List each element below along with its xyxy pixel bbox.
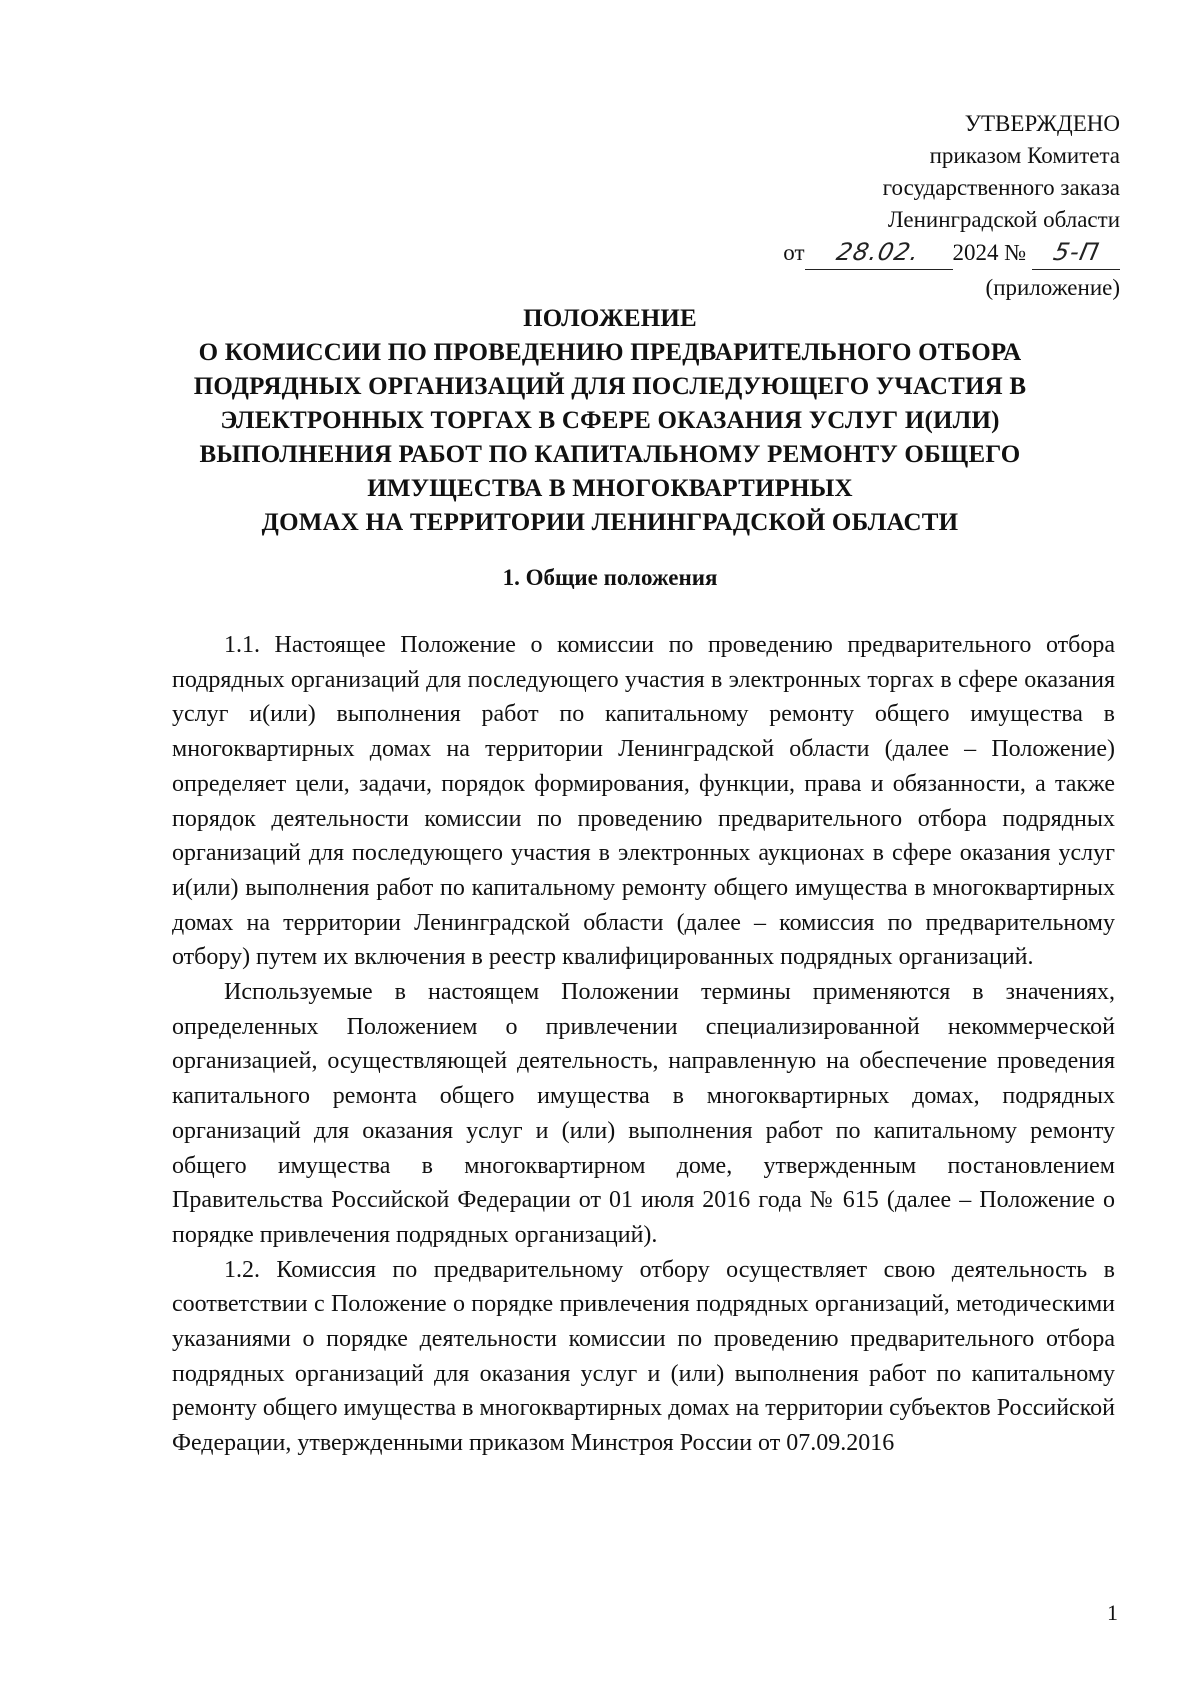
title-line-1: ПОЛОЖЕНИЕ <box>523 305 697 332</box>
number-field <box>1032 236 1120 270</box>
paragraph-1-2: 1.2. Комиссия по предварительному отбору осуществляет свою деятельность в соответствии с Положение о порядке привлечения подрядных организаций, методическими указаниями о порядке деятельности комиссии по проведению предварительного отбора подрядных организаций для оказания услуг и (или) выполнения работ по капитальному ремонту общего имущества в многоквартирных домах на территории субъектов Российской Федерации, утвержденными приказом Минстроя России от 07.09.2016 <box>172 1256 1115 1457</box>
body-text <box>172 628 1115 1461</box>
section-heading: 1. Общие положения <box>502 565 718 590</box>
appendix-label: (приложение) <box>985 275 1120 300</box>
title-line-3: ПОДРЯДНЫХ ОРГАНИЗАЦИЙ ДЛЯ ПОСЛЕДУЮЩЕГО УЧАСТИЯ В <box>193 373 1027 400</box>
title-line-6: ИМУЩЕСТВА В МНОГОКВАРТИРНЫХ <box>367 475 853 502</box>
title-line-4: ЭЛЕКТРОННЫХ ТОРГАХ В СФЕРЕ ОКАЗАНИЯ УСЛУГ И(ИЛИ) <box>220 407 1000 434</box>
title-line-7: ДОМАХ НА ТЕРРИТОРИИ ЛЕНИНГРАДСКОЙ ОБЛАСТИ <box>261 509 959 536</box>
approval-heading: УТВЕРЖДЕНО <box>964 111 1120 136</box>
approval-committee-line: государственного заказа <box>882 175 1120 200</box>
paragraph-1-1: 1.1. Настоящее Положение о комиссии по проведению предварительного отбора подрядных организаций для последующего участия в электронных торгах в сфере оказания услуг и(или) выполнения работ по капитальному ремонту общего имущества в многоквартирных домах на территории Ленинградской области (далее – Положение) определяет цели, задачи, порядок формирования, функции, права и обязанности, а также порядок деятельности комиссии по проведению предварительного отбора подрядных организаций для последующего участия в электронных аукционах в сфере оказания услуг и(или) выполнения работ по капитальному ремонту общего имущества в многоквартирных домах на территории Ленинградской области (далее – комиссия по предварительному отбору) путем их включения в реестр квалифицированных подрядных организаций. <box>172 632 1115 971</box>
page-number: 1 <box>1107 1600 1118 1625</box>
approval-order-line: приказом Комитета <box>929 143 1120 168</box>
year-text: 2024 <box>952 240 999 265</box>
approval-region-line: Ленинградской области <box>887 207 1120 232</box>
number-label: № <box>1004 240 1027 265</box>
title-line-2: О КОМИССИИ ПО ПРОВЕДЕНИЮ ПРЕДВАРИТЕЛЬНОГО ОТБОРА <box>198 339 1022 366</box>
from-label: от <box>783 240 805 265</box>
paragraph-terms: Используемые в настоящем Положении термины применяются в значениях, определенных Положением о привлечении специализированной некоммерческой организацией, осуществляющей деятельность, направленную на обеспечение проведения капитального ремонта общего имущества в многоквартирных домах, подрядных организаций для оказания услуг и (или) выполнения работ по капитальному ремонту общего имущества в многоквартирном доме, утвержденным постановлением Правительства Российской Федерации от 01 июля 2016 года № 615 (далее – Положение о порядке привлечения подрядных организаций). <box>172 979 1115 1248</box>
handwritten-number: 5-П <box>1050 238 1102 266</box>
approval-stamp-block <box>600 108 1120 304</box>
date-field <box>805 236 953 270</box>
title-line-5: ВЫПОЛНЕНИЯ РАБОТ ПО КАПИТАЛЬНОМУ РЕМОНТУ ОБЩЕГО <box>199 441 1021 468</box>
handwritten-date: 28.02. <box>834 238 923 266</box>
document-title <box>130 302 1090 540</box>
order-date-number-line <box>600 236 1120 272</box>
